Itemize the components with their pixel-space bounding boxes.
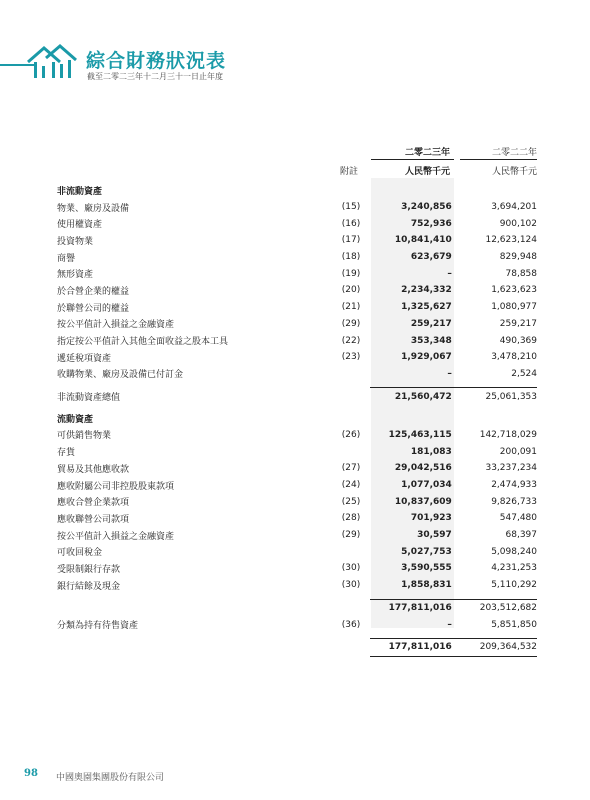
- row-label: 應收聯營公司款項: [57, 514, 130, 525]
- row-note: (30): [341, 563, 361, 574]
- current-year-unit: 人民幣千元: [404, 167, 450, 177]
- row-current: 1,325,627: [401, 302, 452, 313]
- row-note: (16): [341, 218, 361, 229]
- row-current: 1,929,067: [401, 352, 452, 363]
- row-note: (17): [341, 235, 361, 246]
- page-number: 98: [24, 768, 38, 779]
- row-current: –: [447, 368, 452, 379]
- row-note: (23): [341, 352, 361, 363]
- row-current: –: [447, 619, 452, 630]
- row-note: [329, 543, 370, 560]
- table-row: [57, 460, 537, 477]
- note-column-header: 附註: [339, 167, 358, 177]
- row-label: 受限制銀行存款: [57, 564, 121, 575]
- table-row: [57, 577, 537, 594]
- row-note: (22): [341, 335, 361, 346]
- row-label: 商譽: [57, 253, 76, 264]
- current-total-row: [57, 638, 537, 656]
- row-prior: 9,826,733: [491, 496, 537, 507]
- row-prior: 3,478,210: [491, 352, 537, 363]
- row-label: 收購物業、廠房及設備已付訂金: [57, 370, 184, 381]
- row-current: 10,841,410: [394, 235, 452, 246]
- subtotal-current: 177,811,016: [370, 599, 456, 616]
- row-prior: 33,237,234: [485, 463, 537, 474]
- row-label: 可供銷售物業: [57, 431, 112, 442]
- row-note: (25): [341, 496, 361, 507]
- row-current: 29,042,516: [394, 463, 452, 474]
- row-prior: 829,948: [499, 252, 537, 263]
- row-prior: 12,623,124: [485, 235, 537, 246]
- row-current: –: [447, 268, 452, 279]
- table-row: [57, 332, 537, 349]
- table-row: [57, 510, 537, 527]
- subtotal-prior: 203,512,682: [456, 599, 537, 616]
- row-label: 於合營企業的權益: [57, 286, 130, 297]
- current-subtotal-row: [57, 599, 537, 616]
- row-prior: 4,231,253: [491, 563, 537, 574]
- section-heading: 流動資產: [57, 414, 94, 425]
- row-note: [329, 366, 370, 383]
- table-row: [57, 560, 537, 577]
- row-current: 125,463,115: [388, 429, 452, 440]
- section-heading-row: [57, 410, 537, 427]
- row-label: 按公平值計入損益之金融資產: [57, 320, 175, 331]
- row-note: (24): [341, 480, 361, 491]
- row-label: 分類為持有待售資產: [57, 621, 139, 632]
- row-label: 按公平值計入損益之金融資產: [57, 531, 175, 542]
- table-row: [57, 427, 537, 444]
- row-note: (29): [341, 530, 361, 541]
- row-note: (20): [341, 285, 361, 296]
- row-note: (29): [341, 318, 361, 329]
- table-row: [57, 366, 537, 383]
- row-note: (21): [341, 302, 361, 313]
- row-current: 30,597: [417, 530, 452, 541]
- row-current: 181,083: [410, 446, 452, 457]
- row-prior: 1,080,977: [491, 302, 537, 313]
- prior-year-rule: [460, 159, 537, 160]
- row-note: (18): [341, 252, 361, 263]
- current-year-rule: [371, 159, 454, 160]
- table-row: [57, 316, 537, 333]
- row-prior: 5,098,240: [491, 546, 537, 557]
- row-prior: 68,397: [505, 530, 537, 541]
- table-row: [57, 349, 537, 366]
- section-heading-row: [57, 182, 537, 199]
- row-current: 3,590,555: [401, 563, 452, 574]
- row-label: 指定按公平值計入其他全面收益之股本工具: [57, 337, 229, 348]
- row-prior: 78,858: [505, 268, 537, 279]
- row-current: 623,679: [410, 252, 452, 263]
- row-current: 10,837,609: [394, 496, 452, 507]
- prior-year-header: 二零二二年: [491, 148, 537, 158]
- row-label: 可收回稅金: [57, 548, 103, 559]
- row-note: (27): [341, 463, 361, 474]
- row-prior: 5,110,292: [491, 580, 537, 591]
- table-row: [57, 493, 537, 510]
- total-prior: 209,364,532: [456, 638, 537, 656]
- row-prior: 259,217: [499, 318, 537, 329]
- row-note: (19): [341, 268, 361, 279]
- row-prior: 142,718,029: [479, 429, 537, 440]
- row-label: 貿易及其他應收款: [57, 464, 130, 475]
- table-row: [57, 443, 537, 460]
- row-prior: 2,524: [511, 368, 537, 379]
- row-current: 353,348: [410, 335, 452, 346]
- row-label: 遞延稅項資產: [57, 353, 112, 364]
- row-label: 存貨: [57, 448, 76, 459]
- table-row: [57, 232, 537, 249]
- held-for-sale-row: [57, 616, 537, 633]
- row-current: 5,027,753: [401, 546, 452, 557]
- table-row: [57, 299, 537, 316]
- row-label: 於聯營公司的權益: [57, 303, 130, 314]
- prior-year-unit: 人民幣千元: [491, 167, 537, 177]
- row-prior: 1,623,623: [491, 285, 537, 296]
- financial-position-table: [57, 182, 537, 657]
- row-current: 1,077,034: [401, 480, 452, 491]
- row-current: 259,217: [410, 318, 452, 329]
- company-name: 中國奧園集團股份有限公司: [56, 773, 165, 783]
- row-note: [329, 443, 370, 460]
- table-row: [57, 543, 537, 560]
- house-logo-icon: [24, 40, 80, 82]
- table-row: [57, 282, 537, 299]
- row-current: 701,923: [410, 513, 452, 524]
- row-current: 3,240,856: [401, 202, 452, 213]
- total-current: 21,560,472: [370, 388, 456, 405]
- row-note: (36): [341, 619, 361, 630]
- row-label: 應收合營企業款項: [57, 498, 130, 509]
- row-label: 使用權資產: [57, 220, 103, 231]
- row-prior: 547,480: [499, 513, 537, 524]
- row-prior: 2,474,933: [491, 480, 537, 491]
- non-current-total-row: [57, 388, 537, 405]
- row-prior: 5,851,850: [491, 619, 537, 630]
- row-note: (28): [341, 513, 361, 524]
- row-prior: 3,694,201: [491, 202, 537, 213]
- row-note: (26): [341, 429, 361, 440]
- table-row: [57, 249, 537, 266]
- page-header: [0, 40, 590, 85]
- total-label: 非流動資產總值: [57, 392, 121, 403]
- current-year-header: 二零二三年: [404, 148, 450, 158]
- row-label: 無形資產: [57, 270, 94, 281]
- row-note: (15): [341, 202, 361, 213]
- row-label: 投資物業: [57, 236, 94, 247]
- total-prior: 25,061,353: [456, 388, 537, 405]
- row-note: (30): [341, 580, 361, 591]
- row-prior: 200,091: [499, 446, 537, 457]
- table-row: [57, 477, 537, 494]
- row-prior: 900,102: [499, 218, 537, 229]
- page-title: 綜合財務狀況表: [86, 50, 227, 72]
- row-current: 1,858,831: [401, 580, 452, 591]
- row-label: 銀行結餘及現金: [57, 581, 121, 592]
- row-label: 應收附屬公司非控股股東款項: [57, 481, 175, 492]
- table-row: [57, 215, 537, 232]
- table-row: [57, 199, 537, 216]
- table-row: [57, 527, 537, 544]
- row-current: 752,936: [410, 218, 452, 229]
- row-current: 2,234,332: [401, 285, 452, 296]
- row-label: 物業、廠房及設備: [57, 203, 130, 214]
- total-current: 177,811,016: [370, 638, 456, 656]
- section-heading: 非流動資產: [57, 186, 103, 197]
- table-row: [57, 265, 537, 282]
- page-subtitle: 截至二零二三年十二月三十一日止年度: [87, 72, 223, 81]
- row-prior: 490,369: [499, 335, 537, 346]
